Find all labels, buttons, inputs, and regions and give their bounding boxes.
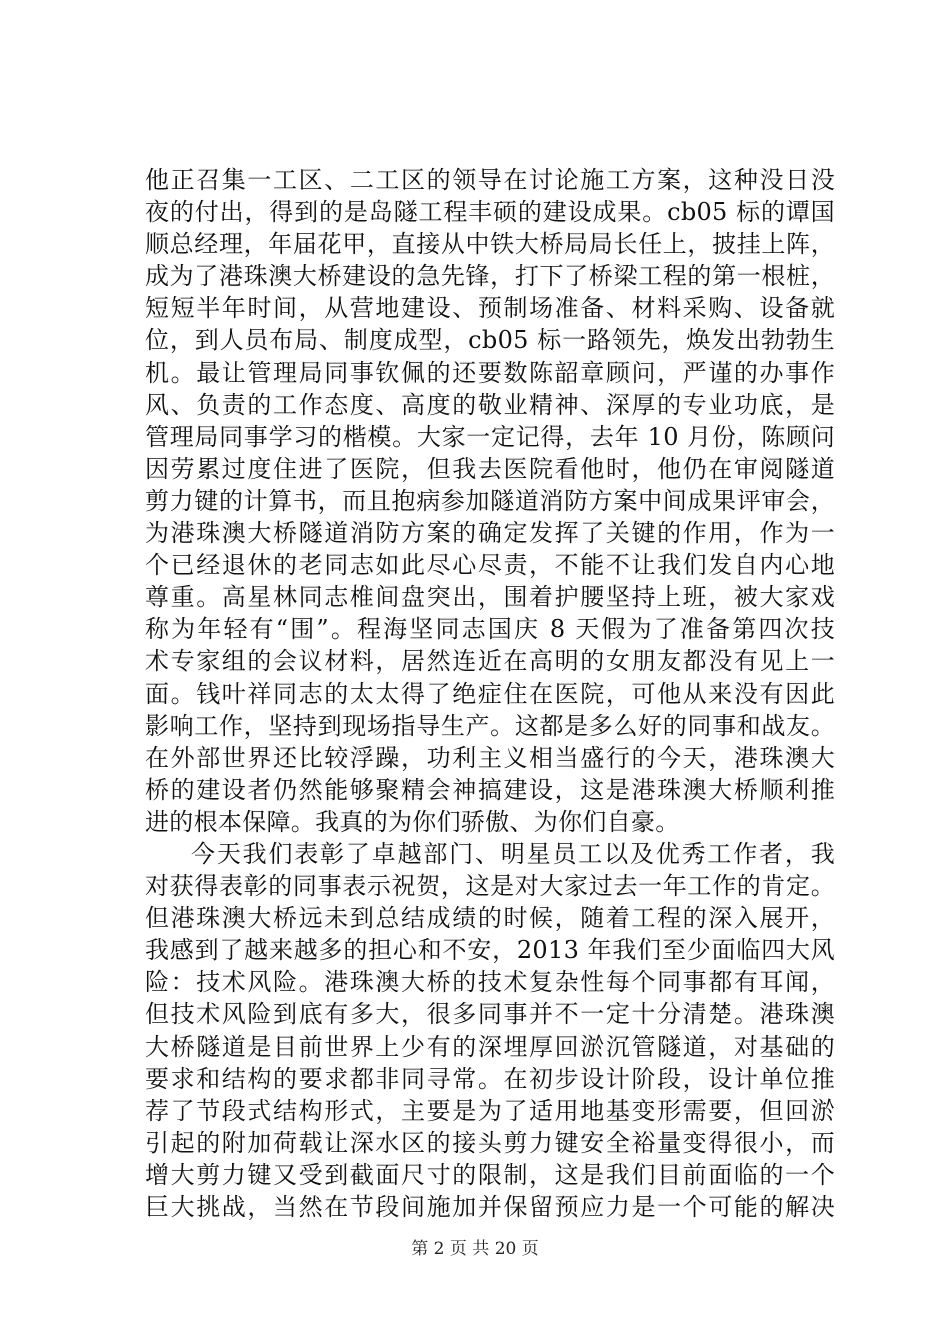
text-line: 顺总经理，年届花甲，直接从中铁大桥局局长任上，披挂上阵， <box>145 230 835 259</box>
text-line: 风、负责的工作态度、高度的敬业精神、深厚的专业功底，是 <box>145 390 835 419</box>
text-line: 管理局同事学习的楷模。大家一定记得，去年 10 月份，陈顾问 <box>145 422 835 451</box>
text-line: 因劳累过度住进了医院，但我去医院看他时，他仍在审阅隧道 <box>145 454 835 483</box>
text-line: 今天我们表彰了卓越部门、明星员工以及优秀工作者，我 <box>191 839 835 868</box>
text-line: 但技术风险到底有多大，很多同事并不一定十分清楚。港珠澳 <box>145 1000 835 1029</box>
page-number: 第 2 页 共 20 页 <box>411 1239 539 1259</box>
text-line: 引起的附加荷载让深水区的接头剪力键安全裕量变得很小，而 <box>145 1128 835 1157</box>
text-line: 但港珠澳大桥远未到总结成绩的时候，随着工程的深入展开， <box>145 904 835 933</box>
text-line: 称为年轻有“围”。程海坚同志国庆 8 天假为了准备第四次技 <box>145 615 835 644</box>
text-line: 进的根本保障。我真的为你们骄傲、为你们自豪。 <box>145 807 680 836</box>
text-line: 尊重。高星林同志椎间盘突出，围着护腰坚持上班，被大家戏 <box>145 583 835 612</box>
text-line: 短短半年时间，从营地建设、预制场准备、材料采购、设备就 <box>145 294 835 323</box>
text-line: 荐了节段式结构形式，主要是为了适用地基变形需要，但回淤 <box>145 1096 835 1125</box>
text-line: 险：技术风险。港珠澳大桥的技术复杂性每个同事都有耳闻， <box>145 968 835 997</box>
text-line: 桥的建设者仍然能够聚精会神搞建设，这是港珠澳大桥顺利推 <box>145 775 835 804</box>
text-line: 为港珠澳大桥隧道消防方案的确定发挥了关键的作用，作为一 <box>145 519 835 548</box>
text-line: 在外部世界还比较浮躁，功利主义相当盛行的今天，港珠澳大 <box>145 743 835 772</box>
text-line: 我感到了越来越多的担心和不安，2013 年我们至少面临四大风 <box>145 936 835 965</box>
text-line: 位，到人员布局、制度成型，cb05 标一路领先，焕发出勃勃生 <box>145 326 835 355</box>
text-line: 影响工作，坚持到现场指导生产。这都是多么好的同事和战友。 <box>145 711 835 740</box>
text-line: 个已经退休的老同志如此尽心尽责，不能不让我们发自内心地 <box>145 551 835 580</box>
text-line: 剪力键的计算书，而且抱病参加隧道消防方案中间成果评审会， <box>145 486 835 515</box>
text-line: 机。最让管理局同事钦佩的还要数陈韶章顾问，严谨的办事作 <box>145 358 835 387</box>
text-line: 大桥隧道是目前世界上少有的深埋厚回淤沉管隧道，对基础的 <box>145 1032 835 1061</box>
text-line: 增大剪力键又受到截面尺寸的限制，这是我们目前面临的一个 <box>145 1160 835 1189</box>
page-footer <box>0 1238 950 1260</box>
text-line: 面。钱叶祥同志的太太得了绝症住在医院，可他从来没有因此 <box>145 679 835 708</box>
text-line: 巨大挑战，当然在节段间施加并保留预应力是一个可能的解决 <box>145 1193 835 1221</box>
text-line: 成为了港珠澳大桥建设的急先锋，打下了桥梁工程的第一根桩， <box>145 262 835 291</box>
text-line: 他正召集一工区、二工区的领导在讨论施工方案，这种没日没 <box>145 166 835 194</box>
text-line: 要求和结构的要求都非同寻常。在初步设计阶段，设计单位推 <box>145 1064 835 1093</box>
text-line: 对获得表彰的同事表示祝贺，这是对大家过去一年工作的肯定。 <box>145 872 835 901</box>
text-line: 术专家组的会议材料，居然连近在高明的女朋友都没有见上一 <box>145 647 835 676</box>
text-line: 夜的付出，得到的是岛隧工程丰硕的建设成果。cb05 标的谭国 <box>145 198 835 227</box>
body-text <box>145 164 835 1223</box>
